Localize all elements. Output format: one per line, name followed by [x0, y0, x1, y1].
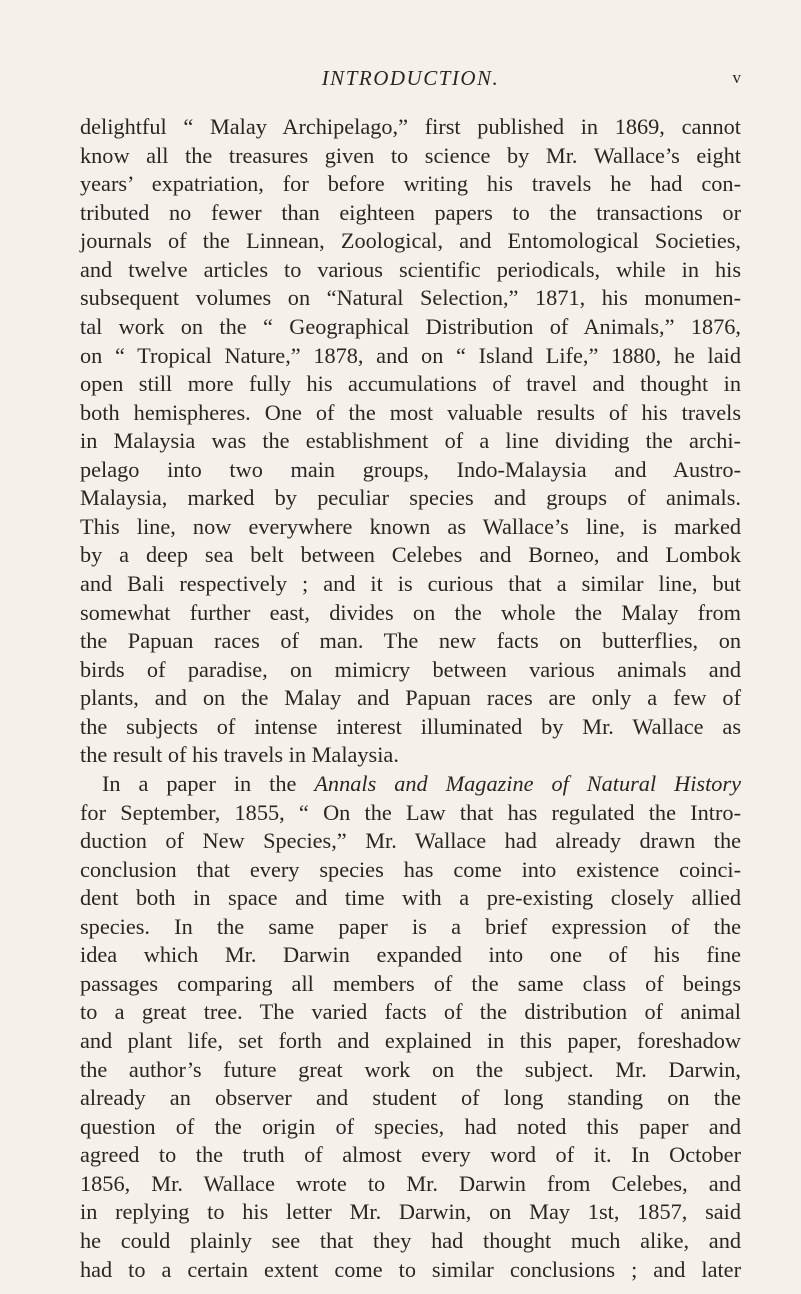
text-line: 1856, Mr. Wallace wrote to Mr. Darwin from Celebes, and — [80, 1170, 741, 1196]
text-line: had to a certain extent come to similar conclusions ; and later — [80, 1256, 741, 1282]
text-line: birds of paradise, on mimicry between various animals and — [80, 656, 741, 682]
text-line: the subjects of intense interest illuminated by Mr. Wallace as — [80, 713, 741, 739]
paragraph-end-line: the result of his travels in Malaysia. — [80, 742, 399, 768]
text-line: idea which Mr. Darwin expanded into one of his fine — [80, 942, 741, 968]
text-line: pelago into two main groups, Indo-Malaysia and Austro- — [80, 456, 741, 482]
text-line: journals of the Linnean, Zoological, and Entomological Societies, — [80, 228, 741, 254]
running-title: INTRODUCTION. — [321, 66, 500, 90]
text-line: conclusion that every species has come into existence coinci- — [80, 856, 741, 882]
text-line: both hemispheres. One of the most valuable results of his travels — [80, 399, 741, 425]
text-line: the author’s future great work on the subject. Mr. Darwin, — [80, 1056, 741, 1082]
text-line: dent both in space and time with a pre-existing closely allied — [80, 885, 741, 911]
running-head — [80, 63, 741, 93]
text-line: on “ Tropical Nature,” 1878, and on “ Island Life,” 1880, he laid — [80, 342, 741, 368]
text-line: delightful “ Malay Archipelago,” first published in 1869, cannot — [80, 114, 741, 139]
text-line: tal work on the “ Geographical Distribution of Animals,” 1876, — [80, 313, 741, 339]
text-line: to a great tree. The varied facts of the distribution of animal — [80, 999, 741, 1025]
text-line: agreed to the truth of almost every word of it. In October — [80, 1142, 741, 1168]
paragraph-start-line — [80, 770, 741, 799]
text-line: duction of New Species,” Mr. Wallace had already drawn the — [80, 828, 741, 854]
text-line: know all the treasures given to science by Mr. Wallace’s eight — [80, 142, 741, 168]
text-line: somewhat further east, divides on the whole the Malay from — [80, 599, 741, 625]
text-line: passages comparing all members of the same class of beings — [80, 970, 741, 996]
text-line: plants, and on the Malay and Papuan races are only a few of — [80, 685, 741, 711]
text-line: subsequent volumes on “Natural Selection,” 1871, his monumen- — [80, 285, 741, 311]
text-line: species. In the same paper is a brief expression of the — [80, 913, 741, 939]
text-line: open still more fully his accumulations of travel and thought in — [80, 371, 741, 397]
text-line: in Malaysia was the establishment of a line dividing the archi- — [80, 428, 741, 454]
text-line: Malaysia, marked by peculiar species and groups of animals. — [80, 485, 741, 511]
body-text — [80, 113, 741, 1284]
text-line: by a deep sea belt between Celebes and Borneo, and Lombok — [80, 542, 741, 568]
text-line: years’ expatriation, for before writing his travels he had con- — [80, 171, 741, 197]
text-line: in replying to his letter Mr. Darwin, on May 1st, 1857, said — [80, 1199, 741, 1225]
text-line: already an observer and student of long standing on the — [80, 1085, 741, 1111]
text-line: the Papuan races of man. The new facts on butterflies, on — [80, 628, 741, 654]
text-line: and twelve articles to various scientific periodicals, while in his — [80, 256, 741, 282]
text-line: he could plainly see that they had thought much alike, and — [80, 1227, 741, 1253]
text-line: and Bali respectively ; and it is curious that a similar line, but — [80, 571, 741, 596]
text-line: for September, 1855, “ On the Law that has regulated the Intro- — [80, 799, 741, 825]
inline-text: In a paper in the — [102, 770, 297, 796]
text-line: question of the origin of species, had noted this paper and — [80, 1113, 741, 1139]
text-line: This line, now everywhere known as Wallace’s line, is marked — [80, 513, 741, 539]
periodical-title: Annals and Magazine of Natural History — [314, 770, 741, 796]
text-line: tributed no fewer than eighteen papers to the transactions or — [80, 199, 741, 225]
page-number: v — [732, 68, 741, 87]
text-line: and plant life, set forth and explained in this paper, foreshadow — [80, 1028, 741, 1053]
